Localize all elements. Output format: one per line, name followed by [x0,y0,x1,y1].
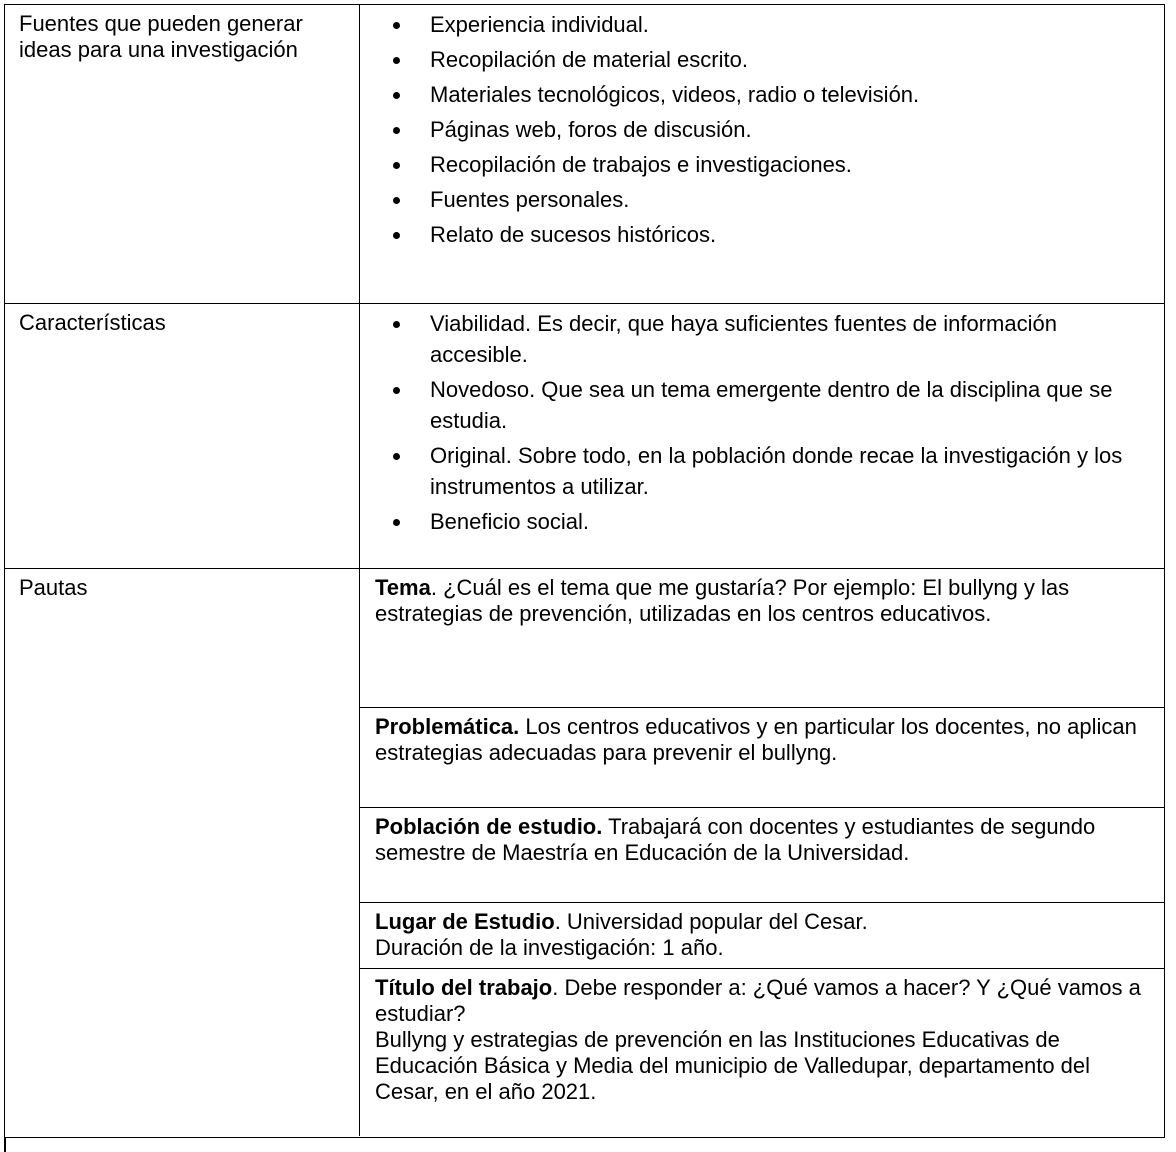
list-item [360,79,1154,110]
pauta-lugar [360,903,1164,969]
list-item [360,149,1154,180]
list-item [360,219,1154,250]
pauta-body: Los centros educativos y en particular los docentes, no aplican estrategias adecuadas para prevenir el bullyng. [375,714,1137,765]
list-item [360,9,1154,40]
list-item [360,44,1154,75]
row-content-cell [360,304,1164,568]
list-item-text: Recopilación de trabajos e investigaciones. [430,152,852,177]
bullet-icon [393,22,400,29]
bullet-icon [393,321,400,328]
pauta-body: . Universidad popular del Cesar. [554,909,868,934]
row-caracteristicas [5,304,1164,569]
row-label-cell [5,569,360,1136]
row-label-cell [5,5,360,303]
pauta-titulo-text [375,975,1154,1105]
row-label-fuentes: Fuentes que pueden generar ideas para una investigación [19,11,303,62]
pauta-poblacion-text [375,814,1154,866]
pauta-heading: Población de estudio. [375,814,603,839]
pauta-problematica-text [375,714,1154,766]
pauta-heading: Título del trabajo [375,975,553,1000]
pauta-heading: Lugar de Estudio [375,909,555,934]
guide-table [4,4,1165,1138]
row-label-caracteristicas: Características [19,310,166,335]
row-content-cell [360,5,1164,303]
list-item-text: Novedoso. Que sea un tema emergente dentro de la disciplina que se estudia. [430,377,1113,433]
bullet-icon [393,197,400,204]
row-fuentes [5,5,1164,304]
list-item-text: Relato de sucesos históricos. [430,222,717,247]
row-content-cell [360,569,1164,1136]
row-label-pautas: Pautas [19,575,88,600]
list-item-text: Viabilidad. Es decir, que haya suficientes fuentes de información accesible. [430,311,1057,367]
pauta-problematica [360,708,1164,808]
pauta-titulo [360,969,1164,1136]
pauta-lugar-text [375,909,1154,961]
bullet-icon [393,92,400,99]
list-item [360,374,1154,436]
bullet-icon [393,162,400,169]
caracteristicas-list [360,308,1154,541]
pauta-body-line2: Bullyng y estrategias de prevención en las Instituciones Educativas de Educación Básica y Media del municipio de Valledupar, departamento del Cesar, en el año 2021. [375,1027,1091,1104]
bullet-icon [393,127,400,134]
list-item-text: Beneficio social. [430,509,589,534]
list-item [360,308,1154,370]
fuentes-list [360,9,1154,254]
pauta-body: Trabajará con docentes y estudiantes de segundo semestre de Maestría en Educación de la Universidad. [375,814,1096,865]
list-item [360,114,1154,145]
pauta-tema [360,569,1164,708]
table-border-stub [4,1137,6,1152]
list-item [360,440,1154,502]
list-item-text: Páginas web, foros de discusión. [430,117,752,142]
list-item-text: Original. Sobre todo, en la población donde recae la investigación y los instrumentos a utilizar. [430,443,1123,499]
row-pautas [5,569,1164,1136]
bullet-icon [393,519,400,526]
list-item-text: Fuentes personales. [430,187,630,212]
bullet-icon [393,453,400,460]
list-item-text: Recopilación de material escrito. [430,47,748,72]
list-item-text: Experiencia individual. [430,12,649,37]
list-item [360,184,1154,215]
bullet-icon [393,387,400,394]
pauta-body: . Debe responder a: ¿Qué vamos a hacer? Y ¿Qué vamos a estudiar? [375,975,1141,1026]
pauta-tema-text [375,575,1154,627]
pauta-heading: Tema [375,575,431,600]
list-item [360,506,1154,537]
pauta-body: . ¿Cuál es el tema que me gustaría? Por ejemplo: El bullyng y las estrategias de prevención, utilizadas en los centros educativos. [375,575,1070,626]
pauta-body-line2: Duración de la investigación: 1 año. [375,935,724,960]
list-item-text: Materiales tecnológicos, videos, radio o televisión. [430,82,920,107]
row-label-cell [5,304,360,568]
bullet-icon [393,232,400,239]
bullet-icon [393,57,400,64]
pauta-heading: Problemática. [375,714,520,739]
pauta-poblacion [360,808,1164,903]
